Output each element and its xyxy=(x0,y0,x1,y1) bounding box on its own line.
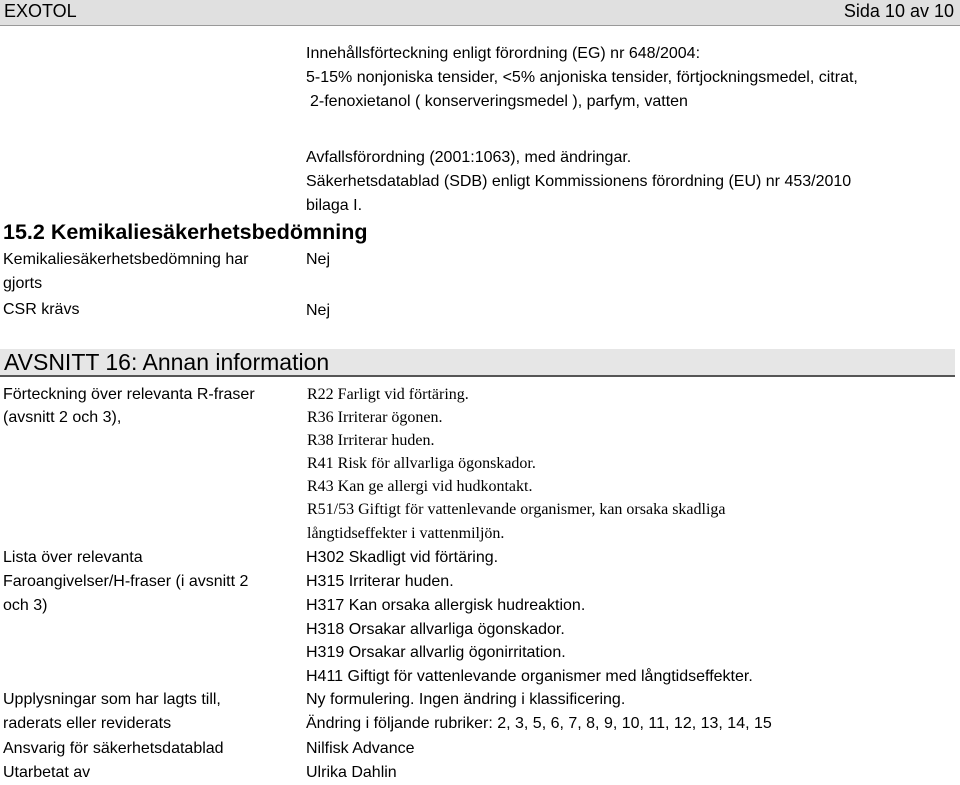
subsection-heading: 15.2 Kemikaliesäkerhetsbedömning xyxy=(3,220,368,244)
h-phrases-label: och 3) xyxy=(3,597,48,614)
section-header xyxy=(0,349,955,377)
csr-label: CSR krävs xyxy=(3,301,80,318)
ingredients-line: 5-15% nonjoniska tensider, <5% anjoniska tensider, förtjockningsmedel, citrat, xyxy=(306,69,858,86)
ingredients-line: 2-fenoxietanol ( konserveringsmedel ), parfym, vatten xyxy=(310,93,688,110)
h-phrases-label: Faroangivelser/H-fraser (i avsnitt 2 xyxy=(3,573,249,590)
prepared-value: Ulrika Dahlin xyxy=(306,764,397,781)
r-phrases-label: Förteckning över relevanta R-fraser xyxy=(3,386,255,403)
changes-value: Ändring i följande rubriker: 2, 3, 5, 6, 7, 8, 9, 10, 11, 12, 13, 14, 15 xyxy=(306,715,772,732)
list-item: R38 Irriterar huden. xyxy=(307,432,435,449)
regulation-line: Säkerhetsdatablad (SDB) enligt Kommissionens förordning (EU) nr 453/2010 xyxy=(306,173,852,190)
regulation-line: bilaga I. xyxy=(306,197,363,214)
changes-label: Upplysningar som har lagts till, xyxy=(3,691,221,708)
company-name: EXOTOL xyxy=(4,1,77,21)
assessment-label: Kemikaliesäkerhetsbedömning har xyxy=(3,251,249,268)
r-phrases-label: (avsnitt 2 och 3), xyxy=(3,409,122,426)
list-item: H319 Orsakar allvarlig ögonirritation. xyxy=(306,644,566,661)
list-item: H317 Kan orsaka allergisk hudreaktion. xyxy=(306,597,586,614)
list-item: H302 Skadligt vid förtäring. xyxy=(306,549,499,566)
page-header xyxy=(0,0,960,26)
ingredients-line: Innehållsförteckning enligt förordning (EG) nr 648/2004: xyxy=(306,45,701,62)
csr-value: Nej xyxy=(306,302,331,319)
page-number: Sida 10 av 10 xyxy=(843,1,954,21)
responsible-label: Ansvarig för säkerhetsdatablad xyxy=(3,740,224,757)
h-phrases-label: Lista över relevanta xyxy=(3,549,143,566)
list-item: R36 Irriterar ögonen. xyxy=(307,409,443,426)
list-item: H315 Irriterar huden. xyxy=(306,573,454,590)
prepared-label: Utarbetat av xyxy=(3,764,91,781)
list-item: långtidseffekter i vattenmiljön. xyxy=(307,525,505,542)
list-item: H411 Giftigt för vattenlevande organismer med långtidseffekter. xyxy=(306,668,753,685)
changes-label: raderats eller reviderats xyxy=(3,715,172,732)
regulation-line: Avfallsförordning (2001:1063), med ändringar. xyxy=(306,149,632,166)
list-item: R43 Kan ge allergi vid hudkontakt. xyxy=(307,478,533,495)
list-item: R22 Farligt vid förtäring. xyxy=(307,386,469,403)
assessment-label: gjorts xyxy=(3,275,43,292)
assessment-value: Nej xyxy=(306,251,331,268)
changes-value: Ny formulering. Ingen ändring i klassificering. xyxy=(306,691,626,708)
list-item: R51/53 Giftigt för vattenlevande organismer, kan orsaka skadliga xyxy=(307,501,726,518)
responsible-value: Nilfisk Advance xyxy=(306,740,415,757)
section-title: AVSNITT 16: Annan information xyxy=(4,349,330,375)
list-item: R41 Risk för allvarliga ögonskador. xyxy=(307,455,536,472)
list-item: H318 Orsakar allvarliga ögonskador. xyxy=(306,621,565,638)
